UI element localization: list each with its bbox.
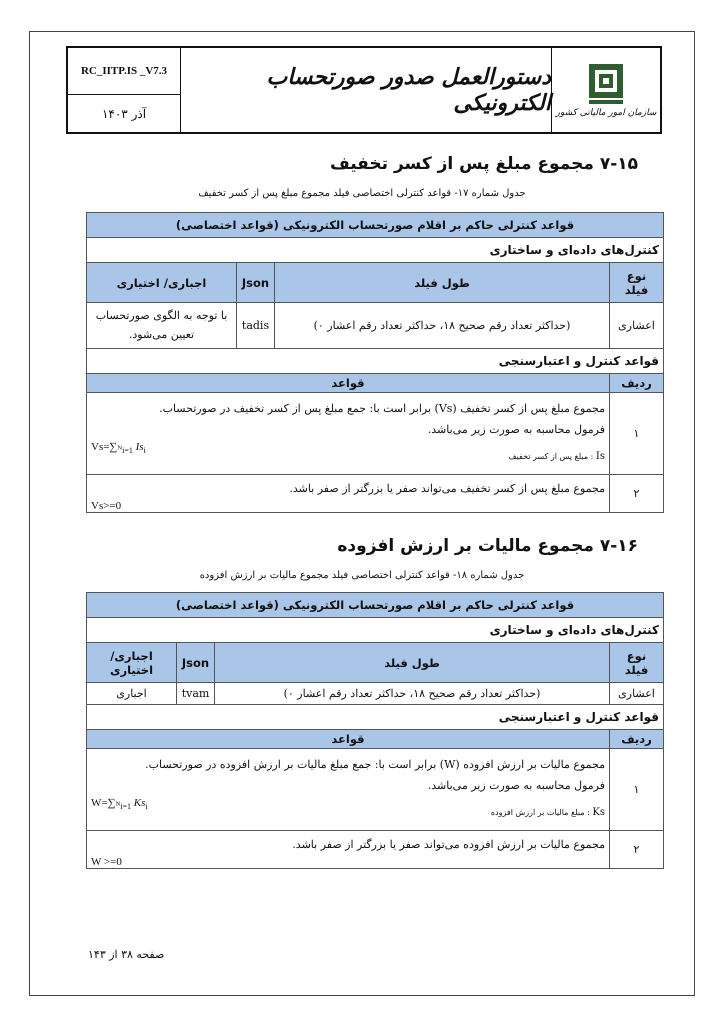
field-length-value: (حداکثر تعداد رقم صحیح ۱۸، حداکثر تعداد رقم اعشار ۰)	[215, 683, 610, 705]
rule-number: ۱	[610, 393, 664, 475]
col-field-length: طول فیلد	[275, 263, 610, 303]
section-heading-2: ۷-۱۶ مجموع مالیات بر ارزش افزوده	[337, 536, 638, 556]
col-json: Json	[237, 263, 275, 303]
rules-heading: قواعد کنترل و اعتبارسنجی	[87, 705, 664, 730]
rules-heading: قواعد کنترل و اعتبارسنجی	[87, 349, 664, 374]
rule-formula: $W=\sum_{^Ni=1}$ $Ks_i$	[91, 797, 148, 812]
section-heading-1: ۷-۱۵ مجموع مبلغ پس از کسر تخفیف	[329, 154, 638, 174]
rule-formula: W >=0	[91, 856, 122, 868]
table-caption-2: جدول شماره ۱۸- قواعد کنترلی اختصاصی فیلد مجموع مالیات بر ارزش افزوده	[199, 570, 525, 581]
rule-formula-intro: فرمول محاسبه به صورت زیر می‌باشد.	[427, 778, 605, 792]
table-title: قواعد کنترلی حاکم بر اقلام صورتحساب الکترونیکی (قواعد اختصاصی)	[87, 213, 664, 238]
organization-name: سازمان امور مالیاتی کشور	[555, 108, 657, 118]
data-controls-heading: کنترل‌های داده‌ای و ساختاری	[87, 618, 664, 643]
emblem-icon	[587, 62, 625, 106]
field-length-value: (حداکثر تعداد رقم صحیح ۱۸، حداکثر تعداد رقم اعشار ۰)	[275, 303, 610, 349]
document-page	[29, 31, 695, 996]
col-field-type: نوع فیلد	[610, 263, 664, 303]
organization-logo	[551, 48, 660, 132]
col-row-number: ردیف	[610, 730, 664, 749]
rule-number: ۱	[610, 749, 664, 831]
rule-cell	[87, 749, 610, 831]
rule-number: ۲	[610, 475, 664, 513]
rule-text: مجموع مالیات بر ارزش افزوده می‌تواند صفر یا بزرگتر از صفر باشد.	[292, 838, 605, 851]
rule-note: Ks : مبلغ مالیات بر ارزش افزوده	[490, 806, 605, 818]
document-title: دستورالعمل صدور صورتحساب الکترونیکی	[266, 64, 551, 116]
document-date: آذر ۱۴۰۳	[101, 106, 147, 121]
rule-text: مجموع مبلغ پس از کسر تخفیف می‌تواند صفر یا بزرگتر از صفر باشد.	[289, 482, 605, 495]
required-value: اجباری	[87, 683, 177, 705]
rules-table-2	[86, 592, 664, 869]
rules-table-1	[86, 212, 664, 513]
field-type-value: اعشاری	[610, 683, 664, 705]
required-value: با توجه به الگوی صورتحساب تعیین می‌شود.	[87, 303, 237, 349]
rule-cell	[87, 475, 610, 513]
table-title: قواعد کنترلی حاکم بر اقلام صورتحساب الکترونیکی (قواعد اختصاصی)	[87, 593, 664, 618]
col-rules: قواعد	[87, 730, 610, 749]
rule-cell	[87, 831, 610, 869]
json-key-value: tvam	[177, 683, 215, 705]
col-row-number: ردیف	[610, 374, 664, 393]
document-code: RC_IITP.IS _V7.3	[68, 48, 180, 95]
data-controls-heading: کنترل‌های داده‌ای و ساختاری	[87, 238, 664, 263]
col-rules: قواعد	[87, 374, 610, 393]
rule-formula: $Vs=\sum_{^Ni=1}$ $Is_i$	[91, 441, 146, 456]
col-json: Json	[177, 643, 215, 683]
col-field-length: طول فیلد	[215, 643, 610, 683]
rule-number: ۲	[610, 831, 664, 869]
rule-formula: Vs>=0	[91, 500, 122, 512]
page-number: صفحه ۳۸ از ۱۴۳	[88, 948, 165, 961]
col-field-type: نوع فیلد	[610, 643, 664, 683]
rule-formula-intro: فرمول محاسبه به صورت زیر می‌باشد.	[427, 422, 605, 436]
rule-text: مجموع مبلغ پس از کسر تخفیف (Vs) برابر است با: جمع مبلغ پس از کسر تخفیف در صورتحساب.	[159, 402, 605, 415]
rule-note: Is : مبلغ پس از کسر تخفیف	[508, 450, 605, 462]
field-type-value: اعشاری	[610, 303, 664, 349]
page-header	[66, 46, 662, 134]
rule-text: مجموع مالیات بر ارزش افزوده (W) برابر است با: جمع مبلغ مالیات بر ارزش افزوده در صورتحساب.	[145, 758, 605, 771]
table-caption-1: جدول شماره ۱۷- قواعد کنترلی اختصاصی فیلد مجموع مبلغ پس از کسر تخفیف	[198, 188, 526, 199]
json-key-value: tadis	[237, 303, 275, 349]
rule-cell	[87, 393, 610, 475]
col-required: اجباری/ اختیاری	[87, 263, 237, 303]
col-required: اجباری/ اختیاری	[87, 643, 177, 683]
